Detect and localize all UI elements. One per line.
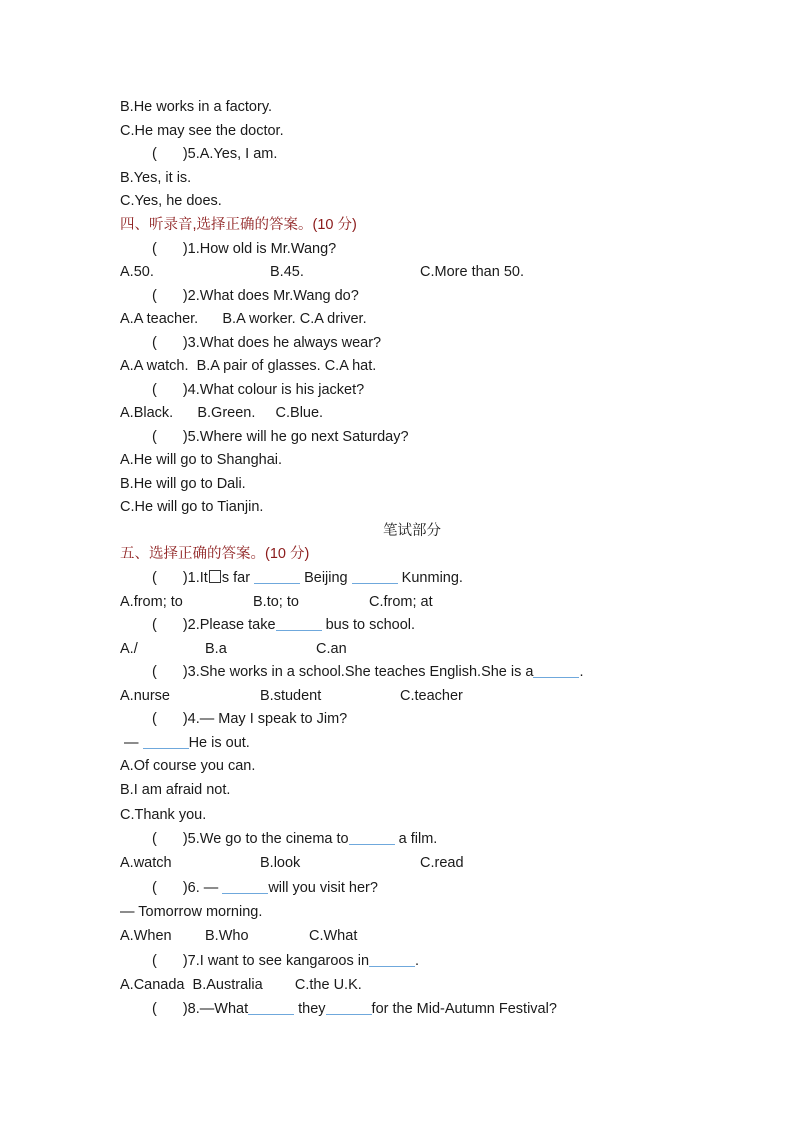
option-a: A.50. xyxy=(120,264,154,280)
question-text: Kunming. xyxy=(397,570,463,586)
question-line xyxy=(152,287,359,305)
option-a: A.nurse xyxy=(120,688,170,704)
blank-2[interactable] xyxy=(326,1000,372,1015)
question-text: s far xyxy=(221,570,251,586)
blank[interactable] xyxy=(369,952,415,967)
answer-paren[interactable]: ( xyxy=(152,617,157,633)
question-text: )2.What does Mr.Wang do? xyxy=(182,288,359,304)
question-line xyxy=(152,381,364,399)
option-c: C.read xyxy=(420,855,464,871)
missing-glyph-box xyxy=(209,570,221,583)
answer-paren[interactable]: ( xyxy=(152,241,157,257)
dash: — xyxy=(120,735,143,751)
question-text: )3.She works in a school.She teaches English.She is a xyxy=(182,664,534,680)
question-line xyxy=(152,879,378,897)
option-line: A.Black. B.Green. C.Blue. xyxy=(120,405,324,421)
question-text: )5.A.Yes, I am. xyxy=(182,146,278,162)
question-text: they xyxy=(294,1001,326,1017)
question-text: )4.— May I speak to Jim? xyxy=(182,711,348,727)
question-text: )1.It xyxy=(182,570,208,586)
question-text: )8.—What xyxy=(182,1001,249,1017)
option-line: A.A watch. B.A pair of glasses. C.A hat. xyxy=(120,358,377,374)
question-line xyxy=(152,145,277,163)
question-text: . xyxy=(579,664,584,680)
answer-paren[interactable]: ( xyxy=(152,664,157,680)
question-text: bus to school. xyxy=(321,617,416,633)
answer-paren[interactable]: ( xyxy=(152,953,157,969)
question-text: )5.We go to the cinema to xyxy=(182,831,349,847)
option-b: B.I am afraid not. xyxy=(120,782,231,798)
blank-2[interactable] xyxy=(352,569,398,584)
question-text: )3.What does he always wear? xyxy=(182,335,382,351)
option-a: A.from; to xyxy=(120,594,183,610)
option-c: C.from; at xyxy=(369,594,433,610)
option-c: C.More than 50. xyxy=(420,264,524,280)
option-a: A./ xyxy=(120,641,138,657)
answer-paren[interactable]: ( xyxy=(152,382,157,398)
written-part-title: 笔试部分 xyxy=(383,523,441,539)
blank[interactable] xyxy=(533,663,579,678)
answer-paren[interactable]: ( xyxy=(152,570,157,586)
option-c: C.What xyxy=(309,928,358,944)
option-a: A.Of course you can. xyxy=(120,758,256,774)
answer-paren[interactable]: ( xyxy=(152,831,157,847)
question-text: Beijing xyxy=(300,570,348,586)
section-heading-4: 四、听录音,选择正确的答案。(10 分) xyxy=(120,217,357,233)
answer-paren[interactable]: ( xyxy=(152,1001,157,1017)
blank[interactable] xyxy=(222,879,268,894)
question-text: )6. — xyxy=(182,880,223,896)
question-line xyxy=(152,663,584,681)
response-text: He is out. xyxy=(188,735,250,751)
blank[interactable] xyxy=(349,830,395,845)
question-text: a film. xyxy=(394,831,438,847)
answer-paren[interactable]: ( xyxy=(152,880,157,896)
option-b: B.to; to xyxy=(253,594,299,610)
response-line xyxy=(120,734,250,752)
question-text: )7.I want to see kangaroos in xyxy=(182,953,370,969)
option-c: C.Thank you. xyxy=(120,807,207,823)
option-b: B.student xyxy=(260,688,322,704)
blank-1[interactable] xyxy=(248,1000,294,1015)
option-b: B.Who xyxy=(205,928,249,944)
question-line xyxy=(152,616,415,634)
answer-paren[interactable]: ( xyxy=(152,288,157,304)
option-line: B.He works in a factory. xyxy=(120,99,273,115)
question-line xyxy=(152,830,437,848)
answer-paren[interactable]: ( xyxy=(152,429,157,445)
question-line xyxy=(152,240,336,258)
question-text: for the Mid-Autumn Festival? xyxy=(371,1001,557,1017)
answer-paren[interactable]: ( xyxy=(152,335,157,351)
question-line xyxy=(152,952,419,970)
question-text: will you visit her? xyxy=(268,880,378,896)
response-line: — Tomorrow morning. xyxy=(120,904,263,920)
question-line xyxy=(152,428,409,446)
option-a: A.He will go to Shanghai. xyxy=(120,452,283,468)
answer-paren[interactable]: ( xyxy=(152,711,157,727)
option-line: A.A teacher. B.A worker. C.A driver. xyxy=(120,311,367,327)
blank[interactable] xyxy=(143,734,189,749)
question-text: )1.How old is Mr.Wang? xyxy=(182,241,337,257)
question-text: )2.Please take xyxy=(182,617,276,633)
blank-1[interactable] xyxy=(254,569,300,584)
question-line xyxy=(152,334,381,352)
option-line: C.Yes, he does. xyxy=(120,193,222,209)
question-text: )5.Where will he go next Saturday? xyxy=(182,429,409,445)
option-c: C.He will go to Tianjin. xyxy=(120,499,264,515)
option-a: A.When xyxy=(120,928,172,944)
option-c: C.an xyxy=(316,641,347,657)
option-c: C.teacher xyxy=(400,688,463,704)
question-text: )4.What colour is his jacket? xyxy=(182,382,365,398)
question-text: . xyxy=(415,953,420,969)
question-line xyxy=(152,1000,557,1018)
question-line xyxy=(152,569,463,587)
section-heading-5: 五、选择正确的答案。(10 分) xyxy=(120,546,310,562)
option-line: C.He may see the doctor. xyxy=(120,123,284,139)
option-b: B.He will go to Dali. xyxy=(120,476,246,492)
option-line: A.Canada B.Australia C.the U.K. xyxy=(120,977,362,993)
question-line xyxy=(152,710,347,728)
option-line: B.Yes, it is. xyxy=(120,170,192,186)
answer-paren[interactable]: ( xyxy=(152,146,157,162)
option-b: B.a xyxy=(205,641,227,657)
blank[interactable] xyxy=(276,616,322,631)
option-b: B.45. xyxy=(270,264,304,280)
option-b: B.look xyxy=(260,855,301,871)
option-a: A.watch xyxy=(120,855,172,871)
